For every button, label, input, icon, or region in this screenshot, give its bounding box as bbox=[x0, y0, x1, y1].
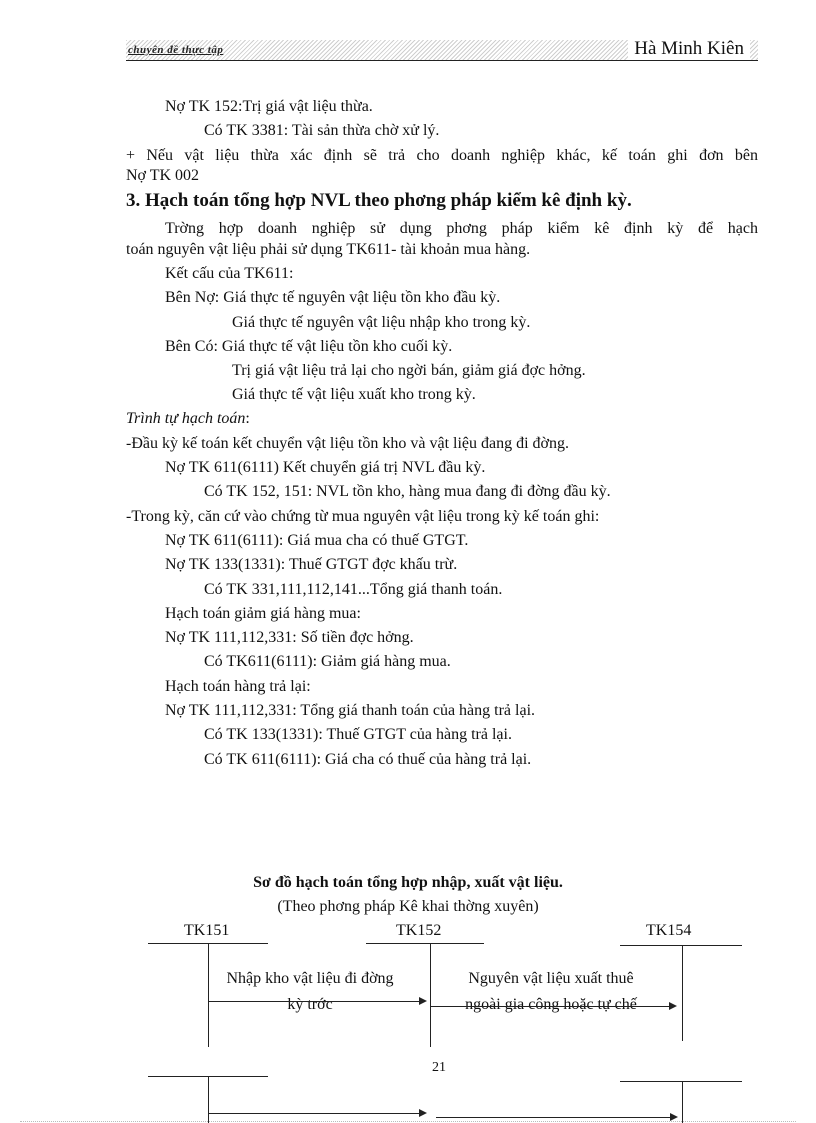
account-tk151: TK151 bbox=[184, 922, 230, 939]
flow-label: Nguyên vật liệu xuất thuê bbox=[468, 970, 634, 987]
text-line: Có TK 611(6111): Giá cha có thuế của hàng trả lại. bbox=[204, 751, 532, 768]
subheading-colon: : bbox=[245, 410, 250, 427]
flow-arrow bbox=[431, 1006, 675, 1007]
text-line: Giá thực tế vật liệu xuất kho trong kỳ. bbox=[232, 386, 476, 403]
page-number: 21 bbox=[432, 1060, 446, 1075]
t-account-line bbox=[366, 943, 484, 944]
flow-arrow bbox=[209, 1113, 425, 1114]
text-line: Nợ TK 611(6111): Giá mua cha có thuế GTGT. bbox=[165, 532, 469, 549]
text-line: -Trong kỳ, căn cứ vào chứng từ mua nguyên vật liệu trong kỳ kế toán ghi: bbox=[126, 508, 600, 525]
header-author: Hà Minh Kiên bbox=[628, 38, 750, 60]
t-account-line bbox=[208, 1076, 209, 1123]
account-tk152: TK152 bbox=[396, 922, 442, 939]
text-line: Kết cấu của TK611: bbox=[165, 265, 294, 282]
text-line: Hạch toán hàng trả lại: bbox=[165, 678, 311, 695]
t-account-line bbox=[620, 1081, 742, 1082]
subheading-line bbox=[126, 409, 250, 429]
text-line: Có TK 3381: Tài sản thừa chờ xử lý. bbox=[204, 122, 440, 139]
text-line: Giá thực tế nguyên vật liệu nhập kho trong kỳ. bbox=[232, 314, 531, 331]
page-edge bbox=[20, 1121, 796, 1122]
text-line: + Nếu vật liệu thừa xác định sẽ trả cho doanh nghiệp khác, kế toán ghi đơn bên bbox=[126, 147, 758, 164]
header-title: chuyên đề thực tập bbox=[128, 44, 224, 56]
flow-label: kỳ trớc bbox=[287, 996, 333, 1013]
text-line: Nợ TK 152:Trị giá vật liệu thừa. bbox=[165, 98, 373, 115]
flow-arrow bbox=[436, 1117, 676, 1118]
flow-label: ngoài gia công hoặc tự chế bbox=[465, 996, 637, 1013]
text-line: Có TK 133(1331): Thuế GTGT của hàng trả lại. bbox=[204, 726, 512, 743]
account-tk154: TK154 bbox=[646, 922, 692, 939]
text-line: Bên Có: Giá thực tế vật liệu tồn kho cuối kỳ. bbox=[165, 338, 453, 355]
flow-arrow bbox=[209, 1001, 425, 1002]
t-account-line bbox=[682, 1081, 683, 1123]
text-line: toán nguyên vật liệu phải sử dụng TK611- tài khoản mua hàng. bbox=[126, 241, 531, 258]
section-heading: 3. Hạch toán tổng hợp NVL theo phơng pháp kiểm kê định kỳ. bbox=[126, 190, 632, 211]
diagram-subtitle: (Theo phơng pháp Kê khai thờng xuyên) bbox=[277, 898, 539, 915]
text-line: Có TK 152, 151: NVL tồn kho, hàng mua đang đi đờng đầu kỳ. bbox=[204, 483, 611, 500]
t-account-line bbox=[208, 943, 209, 1047]
text-line: Có TK 331,111,112,141...Tổng giá thanh toán. bbox=[204, 581, 503, 598]
text-line: Bên Nợ: Giá thực tế nguyên vật liệu tồn kho đầu kỳ. bbox=[165, 289, 501, 306]
subheading: Trình tự hạch toán bbox=[126, 410, 246, 427]
text-line: Hạch toán giảm giá hàng mua: bbox=[165, 605, 361, 622]
t-account-line bbox=[682, 945, 683, 1041]
text-line: -Đầu kỳ kế toán kết chuyển vật liệu tồn kho và vật liệu đang đi đờng. bbox=[126, 435, 570, 452]
t-account-line bbox=[430, 943, 431, 1047]
text-line: Nợ TK 611(6111) Kết chuyển giá trị NVL đầu kỳ. bbox=[165, 459, 486, 476]
text-line: Trị giá vật liệu trả lại cho ngời bán, giảm giá đợc hởng. bbox=[232, 362, 586, 379]
text-line: Có TK611(6111): Giảm giá hàng mua. bbox=[204, 653, 451, 670]
flow-label: Nhập kho vật liệu đi đờng bbox=[226, 970, 394, 987]
text-line: Nợ TK 111,112,331: Tổng giá thanh toán của hàng trả lại. bbox=[165, 702, 536, 719]
text-line: Nợ TK 002 bbox=[126, 167, 200, 184]
t-account-line bbox=[620, 945, 742, 946]
diagram-title: Sơ đồ hạch toán tổng hợp nhập, xuất vật liệu. bbox=[253, 874, 563, 891]
text-line: Nợ TK 111,112,331: Số tiền đợc hởng. bbox=[165, 629, 414, 646]
text-line: Nợ TK 133(1331): Thuế GTGT đợc khấu trừ. bbox=[165, 556, 458, 573]
text-line: Trờng hợp doanh nghiệp sử dụng phơng pháp kiểm kê định kỳ để hạch bbox=[165, 220, 758, 237]
